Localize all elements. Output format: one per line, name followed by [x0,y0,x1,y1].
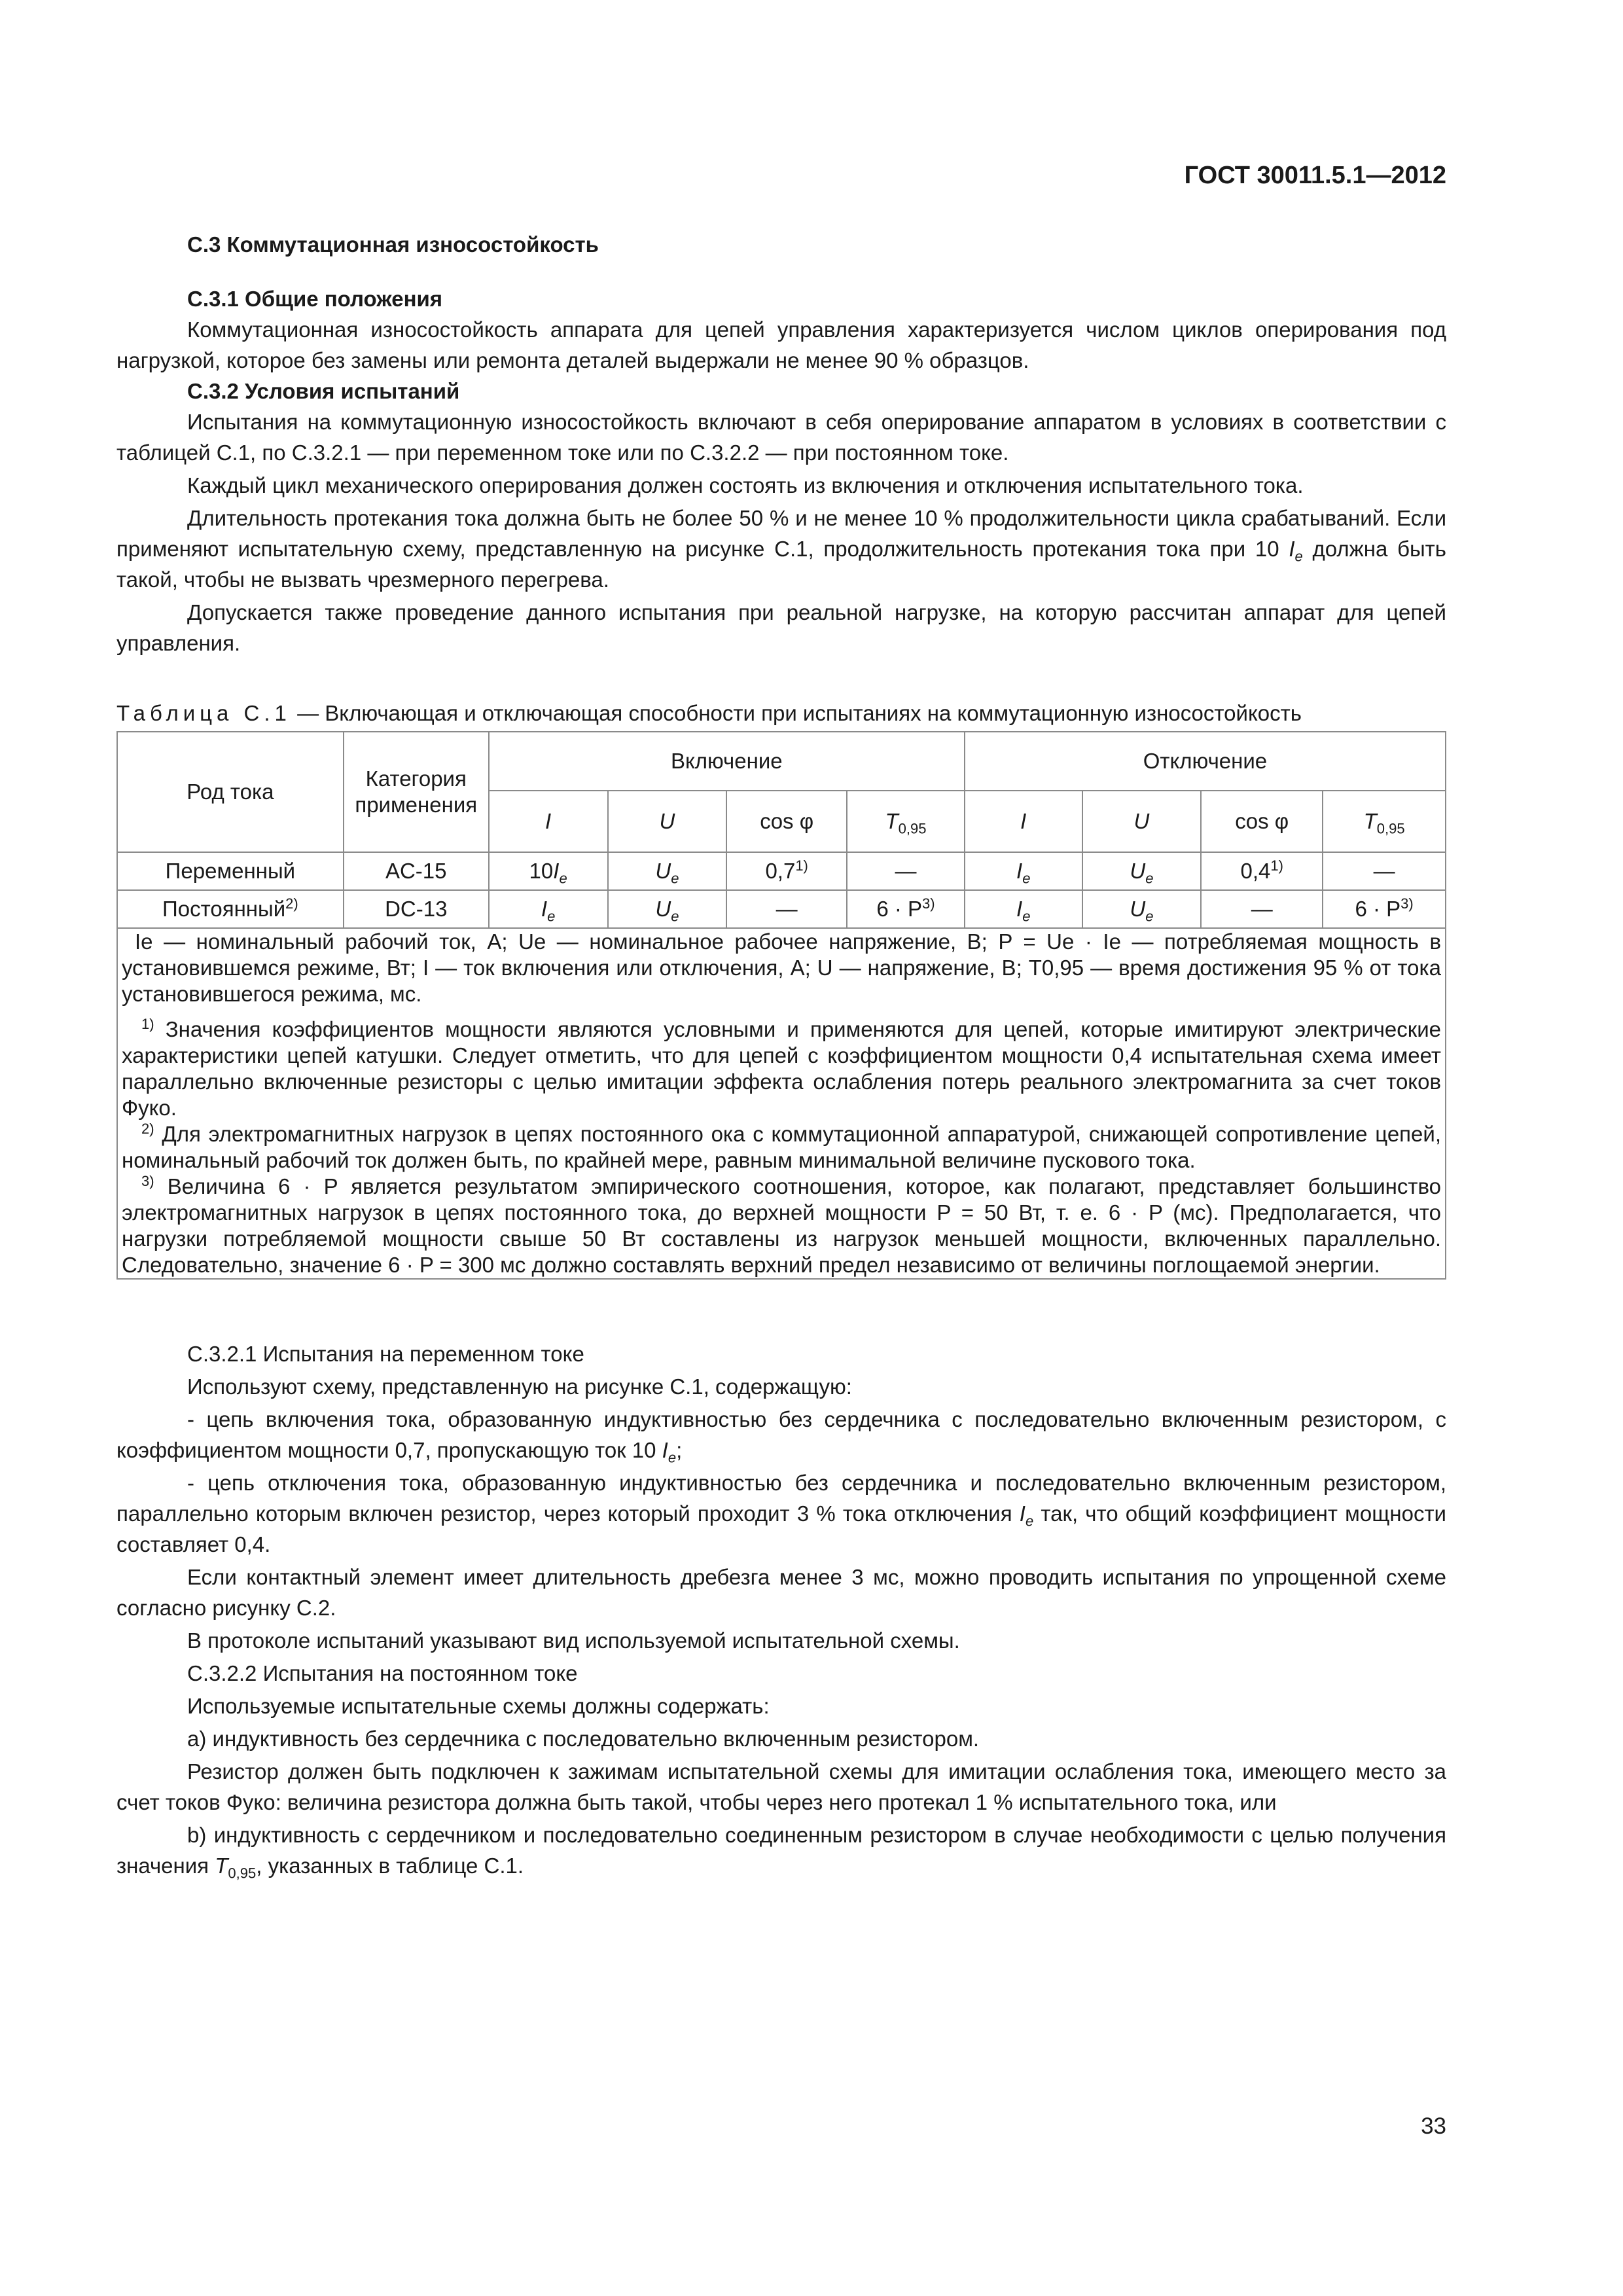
header-off-cos: cos φ [1201,791,1323,852]
cell-kind: Переменный [117,852,344,890]
table-legend: Ie — номинальный рабочий ток, А; Ue — номинальное рабочее напряжение, В; P = Ue · Ie — потребляемая мощность в установившемся режиме, Вт; I — ток включения или отключения, А; U — напряжение, В; T0,95 — время достижения 95 % от тока установившегося режима, мс. [122,929,1441,1006]
paragraph: В протоколе испытаний указывают вид используемой испытательной схемы. [187,1628,960,1653]
table-caption-text: — Включающая и отключающая способности при испытаниях на коммутационную износостойкость [291,701,1302,725]
paragraph: Испытания на коммутационную износостойкость включают в себя оперирование аппаратом в условиях в соответствии с таблицей С.1, по С.3.2.1 — при переменном токе или по С.3.2.2 — при постоянном токе. [116,410,1446,465]
paragraph: Резистор должен быть подключен к зажимам испытательной схемы для имитации ослабления тока, имеющего место за счет токов Фуко: величина резистора должна быть такой, чтобы через него протекал 1 % испытательного тока, или [116,1759,1446,1814]
cell-on-i: $10I_e$ [489,852,608,890]
header-on-i: I [489,791,608,852]
cell-off-i: $I_e$ [965,852,1082,890]
cell-on-u: $U_e$ [608,852,727,890]
paragraph: Используемые испытательные схемы должны содержать: [187,1694,770,1718]
page-content [116,229,1446,1881]
header-off-u: U [1082,791,1202,852]
table-footnote-2: $^{2)}$ Для электромагнитных нагрузок в цепях постоянного ока с коммутационной аппаратурой, снижающей сопротивление цепей, номинальный рабочий ток должен быть, по крайней мере, равным минимальной величине пускового тока. [122,1121,1441,1172]
paragraph: Длительность протекания тока должна быть не более 50 % и не менее 10 % продолжительности цикла срабатываний. Если применяют испытательную схему, представленную на рисунке С.1, продолжительность протекания тока при 10 $I_e$ должна быть такой, чтобы не вызвать чрезмерного перегрева. [116,506,1446,592]
table-footnote-3: $^{3)}$ Величина 6 · P является результатом эмпирического соотношения, которое, как полагают, представляет большинство электромагнитных нагрузок в цепях постоянного тока, до верхней мощности P = 50 Вт, т. е. 6 · P (мс). Предполагается, что нагрузки потребляемой мощности свыше 50 Вт составлены из нагрузок меньшей мощности, включенных параллельно. Следовательно, значение 6 · P = 300 мс должно составлять верхний предел независимо от величины поглощаемой энергии. [122,1173,1441,1277]
table-notes [117,928,1446,1279]
cell-on-t: — [847,852,965,890]
header-category: Категория применения [344,732,489,852]
cell-off-cos: — [1201,890,1323,928]
subsection-title-c321: С.3.2.1 Испытания на переменном токе [187,1342,584,1366]
cell-category: DC-13 [344,890,489,928]
paragraph: b) индуктивность с сердечником и последовательно соединенным резистором в случае необходимости с целью получения значения $T_{0,95}$, указанных в таблице С.1. [116,1823,1446,1882]
table-row [117,890,1446,928]
table-row [117,852,1446,890]
cell-off-t: — [1323,852,1446,890]
cell-kind: Постоянный$^{2)}$ [117,890,344,928]
header-on-cos: cos φ [726,791,847,852]
cell-off-u: $U_e$ [1082,890,1202,928]
cell-on-t: $6 \cdot P^{3)}$ [847,890,965,928]
cell-on-u: $U_e$ [608,890,727,928]
section-c321 [116,1338,1446,1881]
cell-off-t: $6 \cdot P^{3)}$ [1323,890,1446,928]
cell-on-cos: 0,7$^{1)}$ [726,852,847,890]
paragraph: a) индуктивность без сердечника с последовательно включенным резистором. [187,1727,980,1751]
paragraph: Если контактный элемент имеет длительность дребезга менее 3 мс, можно проводить испытания по упрощенной схеме согласно рисунку С.2. [116,1565,1446,1620]
header-off-t: $T_{0,95}$ [1323,791,1446,852]
cell-off-u: $U_e$ [1082,852,1202,890]
header-off-i: I [965,791,1082,852]
section-title-c32: С.3.2 Условия испытаний [187,379,460,403]
paragraph: Каждый цикл механического оперирования должен состоять из включения и отключения испытательного тока. [187,473,1304,497]
cell-category: AC-15 [344,852,489,890]
section-title-c3: С.3 Коммутационная износостойкость [187,232,599,257]
header-kind: Род тока [117,732,344,852]
table-notes-row [117,928,1446,1279]
header-switch-off: Отключение [965,732,1446,791]
paragraph: - цепь отключения тока, образованную индуктивностью без сердечника и последовательно включенным резистором, параллельно которым включен резистор, через который проходит 3 % тока отключения $I_e$ так, что общий коэффициент мощности составляет 0,4. [116,1471,1446,1556]
switching-table [116,731,1446,1280]
paragraph: Используют схему, представленную на рисунке С.1, содержащую: [187,1374,852,1399]
document-code: ГОСТ 30011.5.1—2012 [1184,162,1446,189]
table-caption-label: Таблица С.1 [116,701,291,725]
header-on-t: $T_{0,95}$ [847,791,965,852]
paragraph: Допускается также проведение данного испытания при реальной нагрузке, на которую рассчитан аппарат для цепей управления. [116,600,1446,655]
paragraph: - цепь включения тока, образованную индуктивностью без сердечника с последовательно включенным резистором, с коэффициентом мощности 0,7, пропускающую ток 10 $I_e$; [116,1407,1446,1466]
paragraph: Коммутационная износостойкость аппарата для цепей управления характеризуется числом циклов оперирования под нагрузкой, которое без замены или ремонта деталей выдержали не менее 90 % образцов. [116,317,1446,372]
subsection-title-c322: С.3.2.2 Испытания на постоянном токе [187,1661,578,1685]
cell-off-cos: 0,4$^{1)}$ [1201,852,1323,890]
page-number: 33 [1421,2113,1446,2139]
table-caption [116,698,1446,728]
table-footnote-1: $^{1)}$ Значения коэффициентов мощности являются условными и применяются для цепей, которые имитируют электрические характеристики цепей катушки. Следует отметить, что для цепей с коэффициентом мощности 0,4 испытательная схема имеет параллельно включенные резисторы с целью имитации эффекта ослабления потерь реального электромагнита за счет токов Фуко. [122,1016,1441,1120]
cell-on-cos: — [726,890,847,928]
section-title-c31: С.3.1 Общие положения [187,287,443,311]
header-switch-on: Включение [489,732,965,791]
cell-on-i: $I_e$ [489,890,608,928]
cell-off-i: $I_e$ [965,890,1082,928]
header-on-u: U [608,791,727,852]
